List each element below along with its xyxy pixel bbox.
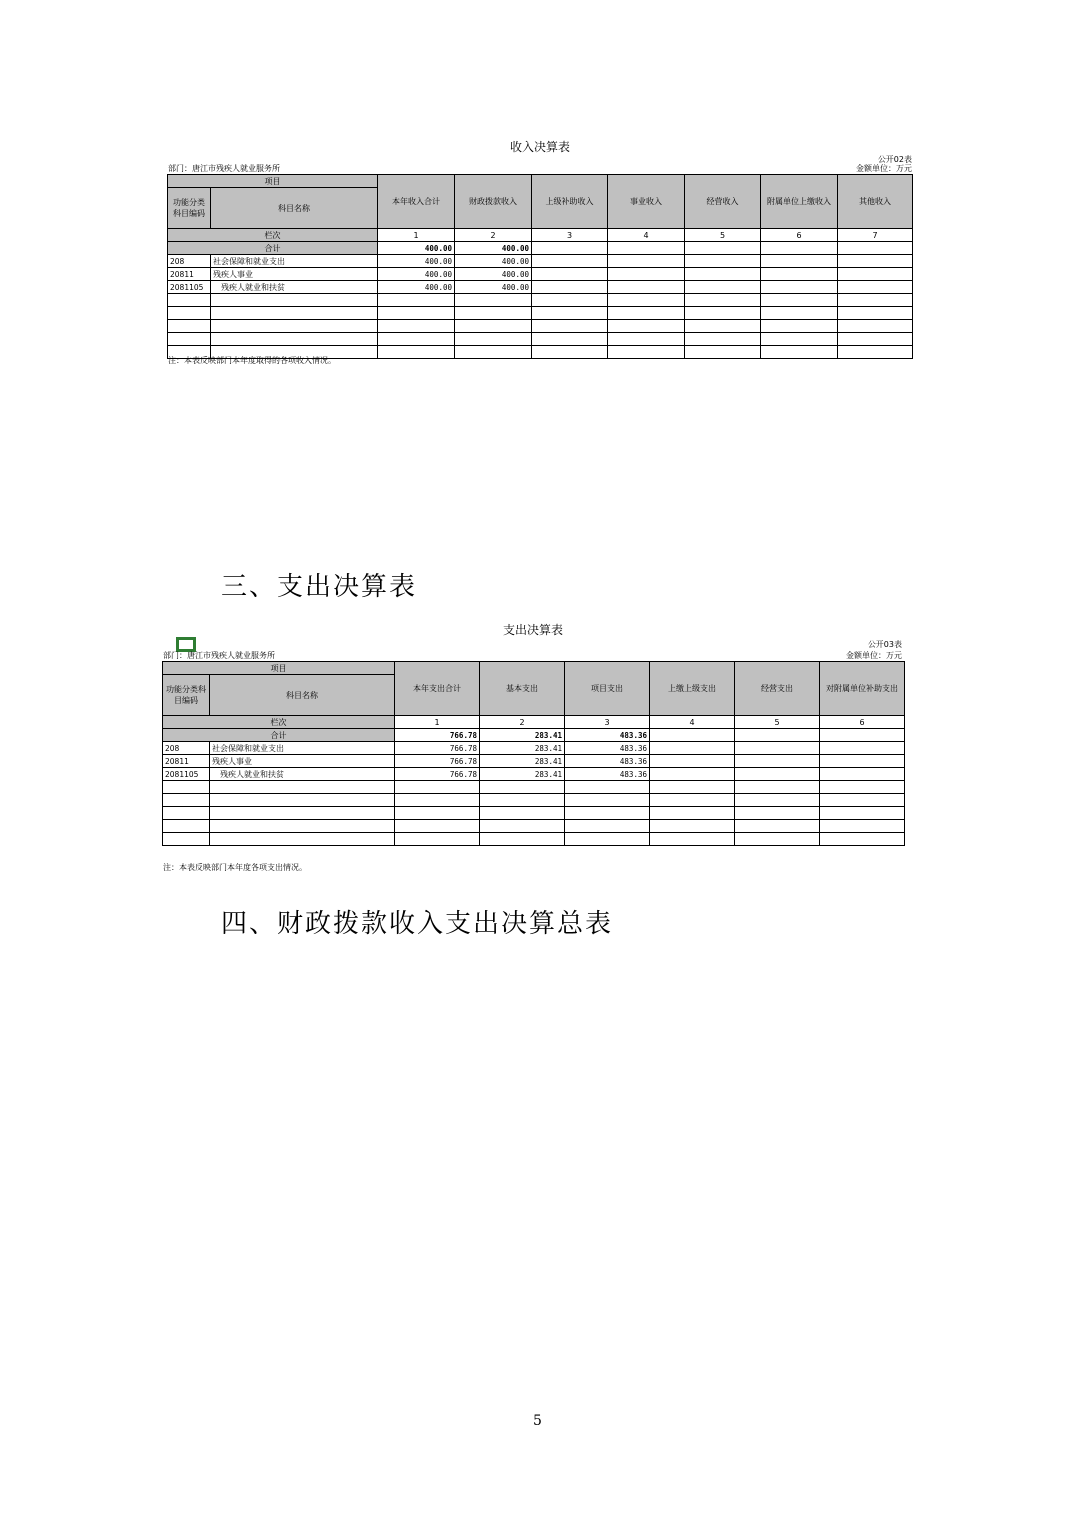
row-code: 20811 <box>168 268 211 281</box>
empty-cell <box>163 807 210 820</box>
row-value <box>761 255 838 268</box>
row-value: 400.00 <box>378 268 455 281</box>
total-value: 766.78 <box>395 729 480 742</box>
empty-cell <box>211 320 378 333</box>
lanci-label: 栏次 <box>168 229 378 242</box>
table-row <box>163 755 905 768</box>
row-code: 208 <box>168 255 211 268</box>
total-label: 合计 <box>168 242 378 255</box>
empty-cell <box>210 833 395 846</box>
empty-cell <box>820 820 905 833</box>
row-name: 残疾人就业和扶贫 <box>210 768 395 781</box>
empty-cell <box>532 320 608 333</box>
col-number-2: 2 <box>480 716 565 729</box>
empty-cell <box>395 820 480 833</box>
row-value <box>735 755 820 768</box>
empty-cell <box>838 294 913 307</box>
row-value <box>838 255 913 268</box>
empty-cell <box>565 833 650 846</box>
row-value <box>820 768 905 781</box>
empty-cell <box>838 320 913 333</box>
table-row <box>168 268 913 281</box>
empty-cell <box>735 807 820 820</box>
total-value <box>761 242 838 255</box>
total-value: 483.36 <box>565 729 650 742</box>
expense-note: 注：本表反映部门本年度各项支出情况。 <box>163 863 307 872</box>
income-table <box>167 174 913 359</box>
empty-cell <box>210 820 395 833</box>
empty-cell <box>163 820 210 833</box>
row-value <box>650 768 735 781</box>
empty-cell <box>608 307 685 320</box>
total-value <box>735 729 820 742</box>
empty-cell <box>565 781 650 794</box>
row-name: 残疾人事业 <box>210 755 395 768</box>
col-number-5: 5 <box>735 716 820 729</box>
empty-cell <box>455 307 532 320</box>
row-value: 400.00 <box>455 281 532 294</box>
header-name: 科目名称 <box>211 188 378 229</box>
empty-cell <box>565 794 650 807</box>
row-value: 400.00 <box>455 255 532 268</box>
table-row <box>168 281 913 294</box>
empty-cell <box>455 333 532 346</box>
empty-cell <box>608 320 685 333</box>
row-code: 2081105 <box>168 281 211 294</box>
expense-title: 支出决算表 <box>502 623 564 637</box>
empty-cell <box>650 820 735 833</box>
row-value <box>838 281 913 294</box>
empty-cell <box>210 781 395 794</box>
table-row <box>163 768 905 781</box>
row-value <box>820 742 905 755</box>
row-value <box>685 255 761 268</box>
empty-cell <box>735 781 820 794</box>
col-number-3: 3 <box>565 716 650 729</box>
empty-cell <box>650 833 735 846</box>
empty-cell <box>820 781 905 794</box>
row-code: 20811 <box>163 755 210 768</box>
income-dept: 部门：唐江市残疾人就业服务所 <box>168 164 280 173</box>
income-note: 注：本表反映部门本年度取得的各项收入情况。 <box>168 356 336 365</box>
header-code: 功能分类科目编码 <box>168 188 211 229</box>
empty-cell <box>820 794 905 807</box>
row-value: 400.00 <box>455 268 532 281</box>
row-value: 766.78 <box>395 755 480 768</box>
empty-cell <box>565 807 650 820</box>
row-name: 社会保障和就业支出 <box>210 742 395 755</box>
empty-cell <box>532 307 608 320</box>
header-row-project <box>163 662 905 675</box>
empty-cell <box>211 333 378 346</box>
header-row-project <box>168 175 913 188</box>
row-value <box>685 268 761 281</box>
col-number-4: 4 <box>608 229 685 242</box>
empty-cell <box>480 807 565 820</box>
empty-cell <box>735 794 820 807</box>
empty-cell <box>735 833 820 846</box>
empty-cell <box>168 294 211 307</box>
empty-cell <box>761 294 838 307</box>
empty-row <box>168 333 913 346</box>
header-name: 科目名称 <box>210 675 395 716</box>
empty-cell <box>210 807 395 820</box>
header-col-1: 本年支出合计 <box>395 662 480 716</box>
col-number-2: 2 <box>455 229 532 242</box>
col-number-5: 5 <box>685 229 761 242</box>
empty-cell <box>378 346 455 359</box>
empty-cell <box>211 294 378 307</box>
empty-cell <box>480 794 565 807</box>
total-value <box>650 729 735 742</box>
empty-cell <box>211 307 378 320</box>
empty-cell <box>685 294 761 307</box>
empty-cell <box>685 346 761 359</box>
empty-cell <box>685 307 761 320</box>
empty-cell <box>163 833 210 846</box>
empty-cell <box>838 307 913 320</box>
empty-cell <box>378 294 455 307</box>
empty-row <box>168 320 913 333</box>
empty-cell <box>685 333 761 346</box>
col-number-1: 1 <box>378 229 455 242</box>
empty-row <box>163 807 905 820</box>
row-value: 400.00 <box>378 255 455 268</box>
empty-cell <box>761 307 838 320</box>
section-heading-fiscal: 四、财政拨款收入支出决算总表 <box>221 909 614 939</box>
col-number-7: 7 <box>838 229 913 242</box>
empty-row <box>168 294 913 307</box>
empty-cell <box>761 320 838 333</box>
empty-cell <box>532 346 608 359</box>
table-row <box>163 742 905 755</box>
header-col-3: 上级补助收入 <box>532 175 608 229</box>
row-code: 2081105 <box>163 768 210 781</box>
empty-cell <box>650 781 735 794</box>
empty-cell <box>838 346 913 359</box>
row-value: 483.36 <box>565 755 650 768</box>
income-form-no: 公开02表 <box>877 155 912 164</box>
row-value: 483.36 <box>565 768 650 781</box>
row-value <box>532 268 608 281</box>
empty-cell <box>650 794 735 807</box>
lanci-label: 栏次 <box>163 716 395 729</box>
row-value <box>735 768 820 781</box>
row-value: 283.41 <box>480 768 565 781</box>
income-unit: 金额单位：万元 <box>856 164 912 173</box>
row-value <box>735 742 820 755</box>
header-project: 项目 <box>168 175 378 188</box>
row-value <box>761 281 838 294</box>
empty-cell <box>168 307 211 320</box>
row-value <box>650 755 735 768</box>
expense-unit: 金额单位：万元 <box>846 651 902 660</box>
expense-form-no: 公开03表 <box>867 640 902 649</box>
empty-cell <box>395 794 480 807</box>
empty-row <box>163 794 905 807</box>
empty-cell <box>480 820 565 833</box>
empty-cell <box>608 294 685 307</box>
empty-cell <box>820 807 905 820</box>
header-col-5: 经营支出 <box>735 662 820 716</box>
empty-cell <box>608 333 685 346</box>
total-value <box>608 242 685 255</box>
row-value <box>608 281 685 294</box>
row-value <box>608 255 685 268</box>
empty-row <box>163 781 905 794</box>
empty-cell <box>395 781 480 794</box>
empty-row <box>163 833 905 846</box>
empty-cell <box>455 320 532 333</box>
row-name: 社会保障和就业支出 <box>211 255 378 268</box>
col-number-6: 6 <box>761 229 838 242</box>
empty-cell <box>163 781 210 794</box>
section-heading-expense: 三、支出决算表 <box>221 572 418 602</box>
total-value: 400.00 <box>455 242 532 255</box>
income-title: 收入决算表 <box>509 140 571 154</box>
header-col-6: 对附属单位补助支出 <box>820 662 905 716</box>
empty-cell <box>480 781 565 794</box>
empty-cell <box>685 320 761 333</box>
total-row <box>163 729 905 742</box>
empty-cell <box>168 333 211 346</box>
empty-cell <box>378 307 455 320</box>
row-value <box>820 755 905 768</box>
empty-cell <box>761 333 838 346</box>
empty-cell <box>378 333 455 346</box>
col-number-1: 1 <box>395 716 480 729</box>
row-value <box>650 742 735 755</box>
header-col-4: 事业收入 <box>608 175 685 229</box>
row-name: 残疾人事业 <box>211 268 378 281</box>
lanci-row <box>168 229 913 242</box>
row-value <box>685 281 761 294</box>
empty-cell <box>168 320 211 333</box>
row-value <box>838 268 913 281</box>
total-value <box>685 242 761 255</box>
empty-cell <box>838 333 913 346</box>
total-value <box>532 242 608 255</box>
row-value <box>532 281 608 294</box>
empty-cell <box>455 294 532 307</box>
empty-cell <box>761 346 838 359</box>
col-number-6: 6 <box>820 716 905 729</box>
empty-cell <box>650 807 735 820</box>
header-col-6: 附属单位上缴收入 <box>761 175 838 229</box>
header-col-1: 本年收入合计 <box>378 175 455 229</box>
header-col-5: 经营收入 <box>685 175 761 229</box>
row-value <box>608 268 685 281</box>
empty-cell <box>820 833 905 846</box>
empty-cell <box>532 294 608 307</box>
row-value: 283.41 <box>480 755 565 768</box>
expense-table <box>162 661 905 846</box>
header-col-2: 基本支出 <box>480 662 565 716</box>
empty-row <box>163 820 905 833</box>
empty-cell <box>455 346 532 359</box>
row-name: 残疾人就业和扶贫 <box>211 281 378 294</box>
header-col-3: 项目支出 <box>565 662 650 716</box>
empty-cell <box>210 794 395 807</box>
table-row <box>168 255 913 268</box>
row-value <box>761 268 838 281</box>
row-value: 766.78 <box>395 768 480 781</box>
total-value: 400.00 <box>378 242 455 255</box>
empty-cell <box>378 320 455 333</box>
row-value: 283.41 <box>480 742 565 755</box>
expense-dept: 部门：唐江市残疾人就业服务所 <box>163 651 275 660</box>
row-value: 400.00 <box>378 281 455 294</box>
total-value: 283.41 <box>480 729 565 742</box>
lanci-row <box>163 716 905 729</box>
empty-cell <box>163 794 210 807</box>
total-value <box>838 242 913 255</box>
page-number: 5 <box>533 1413 542 1429</box>
header-col-7: 其他收入 <box>838 175 913 229</box>
row-value: 483.36 <box>565 742 650 755</box>
total-label: 合计 <box>163 729 395 742</box>
empty-cell <box>532 333 608 346</box>
empty-cell <box>608 346 685 359</box>
total-value <box>820 729 905 742</box>
empty-cell <box>395 807 480 820</box>
empty-cell <box>735 820 820 833</box>
empty-cell <box>395 833 480 846</box>
empty-cell <box>565 820 650 833</box>
header-col-2: 财政拨款收入 <box>455 175 532 229</box>
col-number-3: 3 <box>532 229 608 242</box>
row-value <box>532 255 608 268</box>
total-row <box>168 242 913 255</box>
empty-cell <box>480 833 565 846</box>
header-project: 项目 <box>163 662 395 675</box>
col-number-4: 4 <box>650 716 735 729</box>
row-value: 766.78 <box>395 742 480 755</box>
header-col-4: 上缴上级支出 <box>650 662 735 716</box>
row-code: 208 <box>163 742 210 755</box>
empty-row <box>168 307 913 320</box>
header-code: 功能分类科目编码 <box>163 675 210 716</box>
